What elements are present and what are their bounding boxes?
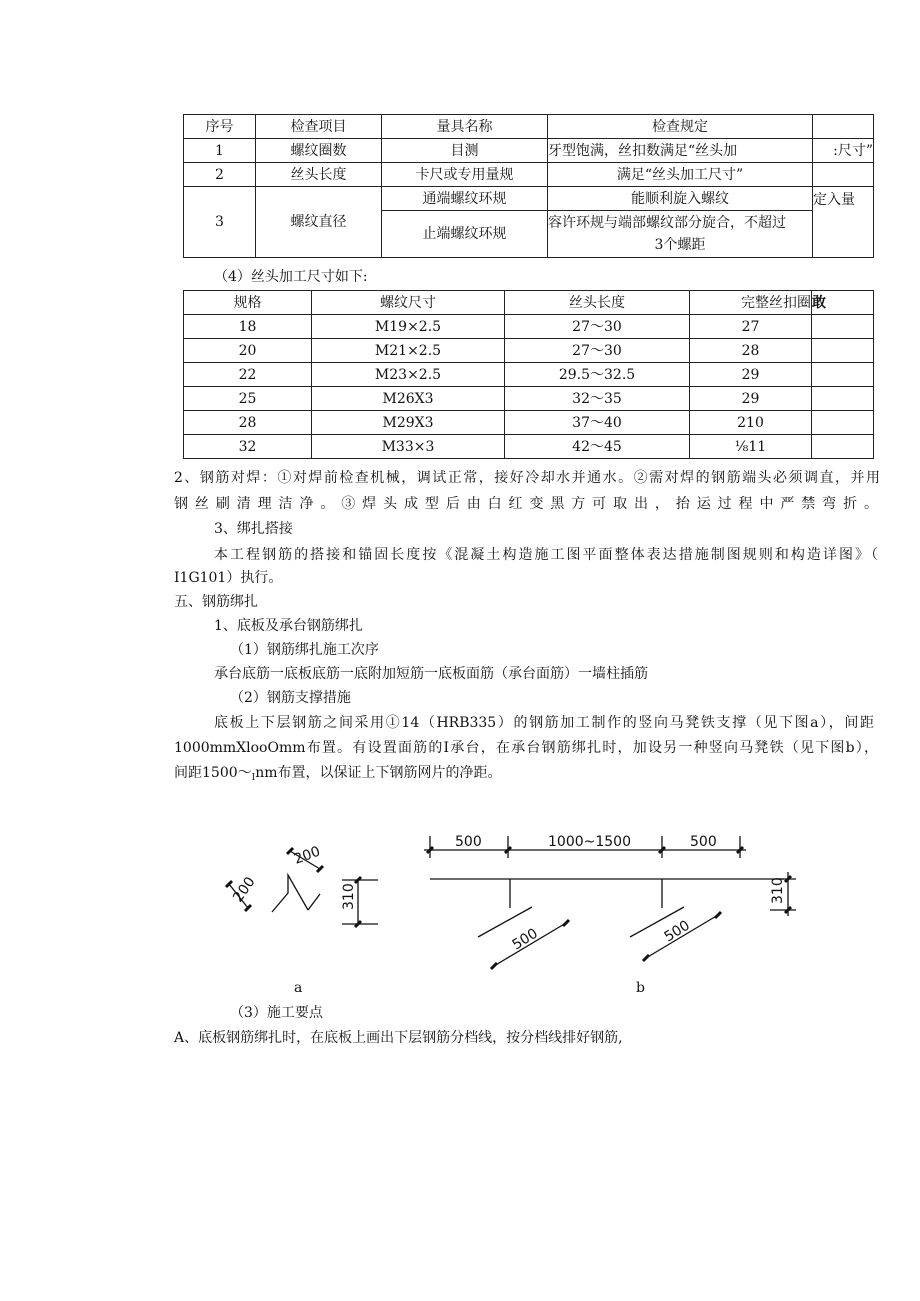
table-cell: 螺纹圈数 (256, 139, 382, 163)
table-cell: 止端螺纹环规 (382, 211, 548, 258)
table-cell (812, 315, 874, 339)
table-cell: 能顺利旋入螺纹 (548, 187, 813, 211)
header-cell: 丝头长度 (505, 291, 690, 315)
dim-label: 200 (291, 843, 323, 868)
rule-line: 容许环规与端部螺纹部分旋合，不超过 (548, 215, 786, 231)
table-cell: 22 (184, 363, 312, 387)
table-cell: 210 (690, 411, 812, 435)
tick-mark (715, 912, 721, 918)
header-cell: 规格 (184, 291, 312, 315)
table-cell (812, 435, 874, 459)
figure-label: b (636, 980, 645, 996)
table-cell: 37～40 (505, 411, 690, 435)
table-cell: 27 (690, 315, 812, 339)
table-cell: 28 (184, 411, 312, 435)
header-cell: 序号 (184, 115, 256, 139)
table-cell: 29.5～32.5 (505, 363, 690, 387)
paragraph-line: A、底板钢筋绑扎时，在底板上画出下层钢筋分档线，按分档线排好钢筋, (174, 1030, 623, 1046)
subscript-char: I (251, 773, 256, 783)
table-cell: 螺纹直径 (256, 187, 382, 258)
table-cell: M19×2.5 (312, 315, 505, 339)
dim-label: 1000~1500 (548, 834, 631, 850)
section-heading: （2）钢筋支撑措施 (230, 690, 351, 706)
table-cell: M26X3 (312, 387, 505, 411)
table-cell: M21×2.5 (312, 339, 505, 363)
table-cell (812, 363, 874, 387)
table-cell: 定入量 (813, 187, 874, 258)
paragraph-line (174, 763, 502, 788)
paragraph-line: 本工程钢筋的搭接和锚固长度按《混凝土构造施工图平面整体表达措施制图规则和构造详图》（ (214, 547, 878, 563)
table-cell (812, 411, 874, 435)
header-cell: 检查规定 (548, 115, 813, 139)
table-cell: M23×2.5 (312, 363, 505, 387)
paragraph-line: 钢丝刷清理洁净。③焊头成型后由白红变黑方可取出，抬运过程中严禁弯折。 (174, 496, 878, 512)
tick-mark (317, 866, 323, 872)
tick-mark (355, 877, 361, 883)
section-heading: （3）施工要点 (230, 1005, 323, 1021)
table-cell: 27～30 (505, 339, 690, 363)
table-row (184, 187, 874, 211)
rule-line: 3个螺距 (654, 237, 706, 253)
table-cell: 29 (690, 363, 812, 387)
header-cell (813, 115, 874, 139)
dim-label: 500 (455, 834, 482, 850)
table-cell: 目测 (382, 139, 548, 163)
thread-size-table (183, 290, 874, 459)
paragraph-line: 2、钢筋对焊：①对焊前检查机械，调试正常，接好冷却水并通水。②需对焊的钢筋端头必须调直，并用 (174, 470, 880, 486)
section-heading: 1、底板及承台钢筋绑扎 (214, 618, 363, 634)
dim-label: 200 (230, 874, 259, 906)
dim-label: 310 (770, 877, 786, 904)
header-cell: 完整丝扣圈 (690, 291, 812, 315)
tick-mark (737, 847, 743, 853)
table-cell (813, 163, 874, 187)
table-row (184, 387, 874, 411)
table-cell: 18 (184, 315, 312, 339)
figure-label: a (294, 980, 303, 996)
table-cell: 29 (690, 387, 812, 411)
tick-mark (785, 907, 791, 913)
tick-mark (505, 847, 511, 853)
tick-mark (659, 847, 665, 853)
table-cell: 牙型饱满，丝扣数满足“丝头加 (548, 139, 813, 163)
dimension-ticks (226, 847, 791, 969)
header-cell: 螺纹尺寸 (312, 291, 505, 315)
tick-mark (355, 921, 361, 927)
paragraph-line: 承台底筋一底板底筋一底附加短筋一底板面筋（承台面筋）一墙柱插筋 (214, 666, 648, 682)
text-segment: nm布置，以保证上下钢筋网片的净距。 (255, 765, 502, 781)
tick-mark (427, 847, 433, 853)
support-figure (0, 800, 920, 1000)
table-header-row (184, 291, 874, 315)
paragraph-line: I1G101）执行。 (174, 570, 283, 586)
dim-label: 500 (661, 917, 693, 946)
table-row (184, 339, 874, 363)
dim-label: 310 (341, 883, 357, 910)
figure-a (229, 844, 378, 996)
table-cell: M29X3 (312, 411, 505, 435)
tick-mark (491, 963, 497, 969)
stool-shape-a-leg (308, 894, 320, 910)
tick-mark (563, 920, 569, 926)
table-cell: 通端螺纹环规 (382, 187, 548, 211)
section-heading: 五、钢筋绑扎 (174, 594, 258, 610)
stool-shape-a (272, 875, 308, 912)
table-cell: 32 (184, 435, 312, 459)
table2-caption: （4）丝头加工尺寸如下: (214, 269, 368, 285)
header-cell: 量具名称 (382, 115, 548, 139)
table-row (184, 163, 874, 187)
table-cell: 满足“丝头加工尺寸” (548, 163, 813, 187)
section-heading: 3、绑扎搭接 (214, 521, 293, 537)
table-cell: 丝头长度 (256, 163, 382, 187)
table-cell (812, 339, 874, 363)
paragraph-line: 底板上下层钢筋之间采用①14（HRB335）的钢筋加工制作的竖向马凳铁支撑（见下图a），间距 (214, 715, 874, 731)
figure-b (424, 834, 796, 996)
table-cell: ⅛11 (690, 435, 812, 459)
table-row (184, 435, 874, 459)
table-cell: 27～30 (505, 315, 690, 339)
table-cell: :尺寸” (813, 139, 874, 163)
table-cell (548, 211, 813, 258)
table-row (184, 315, 874, 339)
table-cell: 3 (184, 187, 256, 258)
tick-mark (643, 955, 649, 961)
table-cell: 42～45 (505, 435, 690, 459)
dim-label: 500 (690, 834, 717, 850)
table-cell: 1 (184, 139, 256, 163)
table-cell (812, 387, 874, 411)
table-cell: 25 (184, 387, 312, 411)
table-cell: 32～35 (505, 387, 690, 411)
paragraph-line: 1000mmXlooOmm布置。有设置面筋的I承台，在承台钢筋绑扎时，加设另一种竖向马凳铁（见下图b）， (174, 740, 878, 756)
table-cell: M33×3 (312, 435, 505, 459)
table-cell: 20 (184, 339, 312, 363)
text-segment: 间距1500～ (174, 765, 252, 781)
table-cell: 2 (184, 163, 256, 187)
table-header-row (184, 115, 874, 139)
header-cell: 敢 (812, 291, 874, 315)
dim-label: 500 (509, 925, 541, 954)
table-row (184, 363, 874, 387)
table-cell: 卡尺或专用量规 (382, 163, 548, 187)
table-row (184, 411, 874, 435)
inspection-table (183, 114, 874, 258)
table-cell: 28 (690, 339, 812, 363)
header-cell: 检查项目 (256, 115, 382, 139)
table-row (184, 139, 874, 163)
section-heading: （1）钢筋绑扎施工次序 (230, 642, 379, 658)
tick-mark (785, 876, 791, 882)
